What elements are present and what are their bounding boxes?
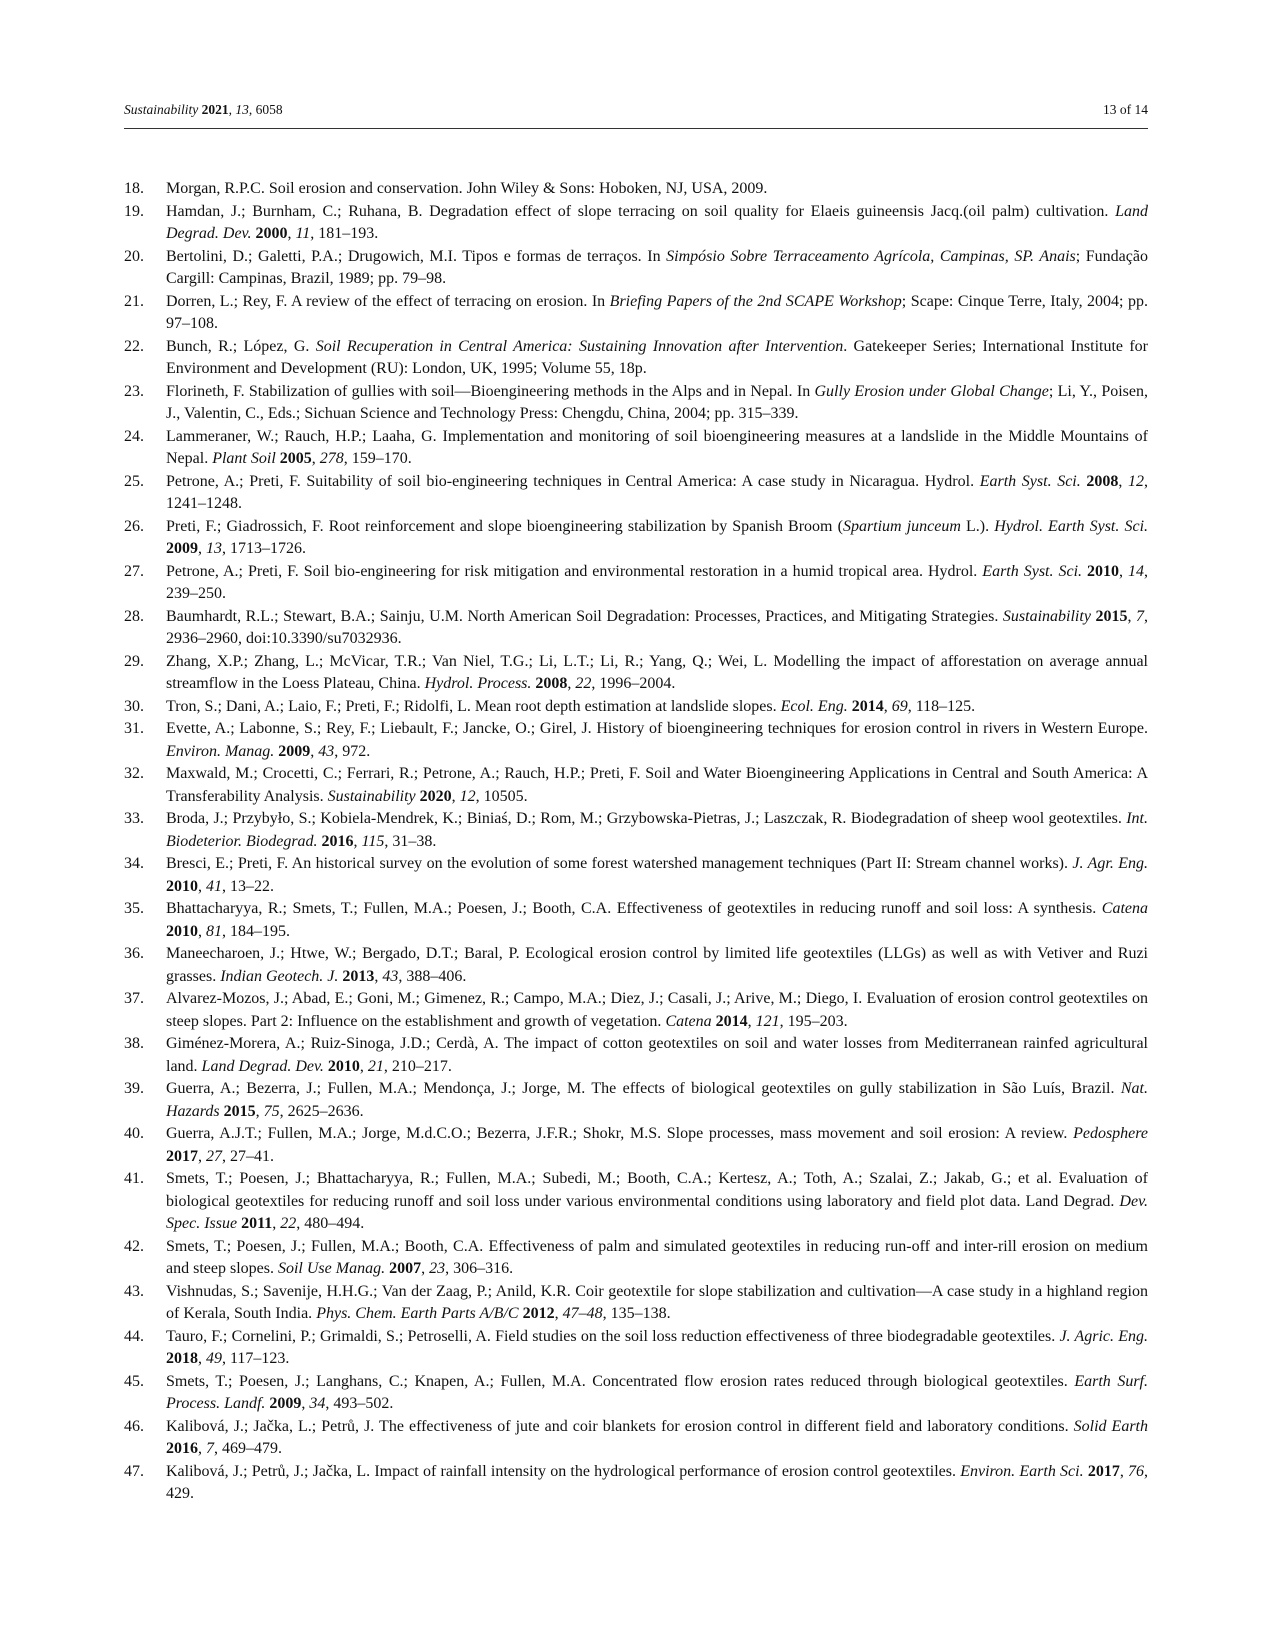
reference-plain-text: , 10505.	[475, 787, 528, 805]
reference-plain-text: Zhang, X.P.; Zhang, L.; McVicar, T.R.; Van Niel, T.G.; Li, L.T.; Li, R.; Yang, Q.; Wei, L. Modelling the impact of afforestation on average annual streamflow in the Loess Plateau, China.	[166, 652, 1148, 692]
reference-text	[166, 1078, 1148, 1123]
reference-bold-text: 2010	[166, 922, 198, 940]
reference-item	[124, 1168, 1148, 1236]
reference-item	[124, 763, 1148, 808]
reference-plain-text: , 388–406.	[398, 967, 467, 985]
reference-plain-text: Smets, T.; Poesen, J.; Bhattacharyya, R.; Fullen, M.A.; Subedi, M.; Booth, C.A.; Kertesz, A.; Toth, A.; Szalai, Z.; Jakab, G.; et al. Evaluation of biological geotextiles for reducing runoff and soil loss under various environmental conditions using laboratory and field plot data. Land Degrad.	[166, 1170, 1148, 1210]
reference-text	[166, 898, 1148, 943]
reference-number: 22.	[124, 337, 144, 355]
reference-plain-text: Baumhardt, R.L.; Stewart, B.A.; Sainju, U.M. North American Soil Degradation: Processes, Practices, and Mitigating Strategies.	[166, 607, 1003, 625]
reference-text	[166, 291, 1148, 336]
reference-italic-text: Catena	[665, 1012, 712, 1030]
reference-plain-text: Bunch, R.; López, G.	[166, 337, 316, 355]
reference-plain-text: Kalibová, J.; Petrů, J.; Jačka, L. Impact of rainfall intensity on the hydrological performance of erosion control geotextiles.	[166, 1462, 961, 1480]
reference-italic-text: 47–48	[562, 1305, 603, 1322]
reference-item	[124, 988, 1148, 1033]
reference-item	[124, 1033, 1148, 1078]
reference-plain-text: Morgan, R.P.C. Soil erosion and conservation. John Wiley & Sons: Hoboken, NJ, USA, 2009.	[166, 180, 768, 197]
reference-plain-text: , 429.	[166, 1462, 1149, 1502]
reference-plain-text: , 2936–2960, doi:10.3390/su7032936.	[166, 607, 1149, 647]
reference-italic-text: 69	[891, 697, 908, 715]
reference-number: 33.	[124, 810, 144, 827]
reference-bold-text: 2009	[269, 1395, 302, 1412]
reference-item	[124, 808, 1148, 853]
reference-number: 44.	[124, 1327, 144, 1345]
reference-plain-text: ,	[287, 225, 296, 242]
reference-italic-text: Pedosphere	[1073, 1125, 1148, 1142]
reference-italic-text: 43	[382, 967, 399, 985]
reference-text	[166, 516, 1148, 561]
reference-number: 42.	[124, 1237, 144, 1255]
reference-italic-text: Hydrol. Process.	[424, 675, 532, 692]
reference-bold-text: 2010	[1087, 562, 1120, 580]
reference-item	[124, 178, 1148, 201]
reference-item	[124, 696, 1148, 719]
reference-plain-text: ,	[374, 967, 383, 985]
reference-plain-text: ,	[198, 1440, 206, 1457]
reference-italic-text: Sustainability	[1002, 607, 1091, 625]
reference-plain-text: . Gatekeeper Series; International Institute for Environment and Development (RU): London, UK, 1995; Volume 55, 18p.	[166, 337, 1149, 377]
reference-plain-text: Florineth, F. Stabilization of gullies with soil—Bioengineering methods in the Alps and in Nepal. In	[166, 382, 815, 400]
reference-text	[166, 336, 1148, 381]
reference-plain-text: , 1996–2004.	[591, 675, 676, 692]
reference-italic-text: Ecol. Eng.	[780, 697, 848, 715]
reference-plain-text: , 1713–1726.	[222, 540, 306, 557]
reference-plain-text: , 1241–1248.	[166, 472, 1149, 512]
reference-italic-text: 11	[295, 225, 311, 242]
reference-italic-text: 34	[309, 1395, 326, 1412]
reference-italic-text: 75	[263, 1102, 280, 1120]
reference-italic-text: Solid Earth	[1073, 1417, 1149, 1435]
reference-item	[124, 1281, 1148, 1326]
reference-italic-text: 23	[429, 1260, 446, 1277]
reference-item	[124, 246, 1148, 291]
reference-item	[124, 336, 1148, 381]
reference-text	[166, 1281, 1148, 1326]
reference-number: 40.	[124, 1125, 144, 1142]
reference-bold-text: 2007	[389, 1260, 422, 1277]
reference-number: 29.	[124, 652, 144, 670]
reference-italic-text: 27	[206, 1147, 222, 1165]
reference-plain-text: Petrone, A.; Preti, F. Suitability of soil bio-engineering techniques in Central America: A case study in Nicaragua. Hydrol.	[166, 472, 980, 490]
reference-plain-text: Smets, T.; Poesen, J.; Fullen, M.A.; Booth, C.A. Effectiveness of palm and simulated geotextiles in reducing run-off and inter-rill erosion on medium and steep slopes.	[166, 1237, 1148, 1277]
reference-bold-text: 2016	[321, 832, 354, 850]
reference-plain-text: , 135–138.	[602, 1305, 671, 1322]
reference-plain-text: , 184–195.	[222, 922, 290, 940]
reference-number: 46.	[124, 1417, 144, 1435]
reference-number: 41.	[124, 1170, 144, 1187]
reference-item	[124, 1416, 1148, 1461]
reference-number: 30.	[124, 697, 144, 715]
reference-bold-text: 2015	[223, 1102, 256, 1120]
article-number: 6058	[255, 102, 283, 117]
reference-plain-text: L.).	[960, 517, 995, 535]
reference-plain-text: , 972.	[334, 742, 371, 760]
reference-italic-text: Int. Biodeterior. Biodegrad.	[166, 810, 1148, 850]
reference-italic-text: 21	[367, 1057, 384, 1075]
reference-plain-text: , 181–193.	[310, 225, 379, 242]
reference-text	[166, 561, 1148, 606]
reference-plain-text: , 2625–2636.	[279, 1102, 364, 1120]
reference-plain-text: , 13–22.	[222, 877, 274, 895]
reference-plain-text: ,	[353, 832, 362, 850]
reference-number: 43.	[124, 1282, 144, 1300]
reference-plain-text: ,	[255, 1102, 264, 1120]
reference-bold-text: 2020	[419, 787, 452, 805]
reference-italic-text: Land Degrad. Dev.	[166, 202, 1148, 242]
running-header	[124, 102, 1148, 129]
reference-italic-text: 12	[459, 787, 476, 805]
reference-item	[124, 561, 1148, 606]
reference-number: 37.	[124, 990, 144, 1007]
reference-plain-text: Bhattacharyya, R.; Smets, T.; Fullen, M.A.; Poesen, J.; Booth, C.A. Effectiveness of geotextiles in reducing runoff and soil loss: A synthesis.	[166, 900, 1102, 917]
reference-plain-text: ,	[311, 450, 320, 467]
reference-plain-text: Preti, F.; Giadrossich, F. Root reinforcement and slope bioengineering stabilization by Spanish Broom (	[166, 517, 843, 535]
reference-italic-text: 22	[280, 1215, 297, 1232]
reference-text	[166, 246, 1148, 291]
reference-item	[124, 898, 1148, 943]
reference-item	[124, 471, 1148, 516]
reference-plain-text: ,	[747, 1012, 756, 1030]
reference-text	[166, 201, 1148, 246]
reference-plain-text: Tron, S.; Dani, A.; Laio, F.; Preti, F.; Ridolfi, L. Mean root depth estimation at landslide slopes.	[166, 697, 781, 715]
page-number: 13 of 14	[1103, 102, 1148, 117]
reference-bold-text: 2017	[166, 1147, 198, 1165]
reference-plain-text: Hamdan, J.; Burnham, C.; Ruhana, B. Degradation effect of slope terracing on soil quality for Elaeis guineensis Jacq.(oil palm) cultivation.	[166, 202, 1116, 220]
reference-text	[166, 1371, 1148, 1416]
reference-plain-text: ,	[421, 1260, 430, 1277]
reference-plain-text: Dorren, L.; Rey, F. A review of the effect of terracing on erosion. In	[166, 292, 610, 310]
reference-bold-text: 2005	[279, 450, 312, 467]
reference-plain-text: Vishnudas, S.; Savenije, H.H.G.; Van der Zaag, P.; Anild, K.R. Coir geotextile for slope stabilization and cultivation—A case study in a highland region of Kerala, South India.	[166, 1282, 1148, 1322]
reference-plain-text: Smets, T.; Poesen, J.; Langhans, C.; Knapen, A.; Fullen, M.A. Concentrated flow erosion rates reduced through biological geotextiles.	[166, 1372, 1075, 1390]
reference-plain-text: Evette, A.; Labonne, S.; Rey, F.; Liebault, F.; Jancke, O.; Girel, J. History of bioengineering techniques for erosion control in rivers in Western Europe.	[166, 720, 1148, 737]
reference-plain-text: , 159–170.	[343, 450, 412, 467]
reference-italic-text: Earth Surf. Process. Landf.	[166, 1372, 1148, 1412]
reference-plain-text: Petrone, A.; Preti, F. Soil bio-engineering for risk mitigation and environmental restoration in a humid tropical area. Hydrol.	[166, 562, 983, 580]
reference-plain-text: ,	[301, 1395, 310, 1412]
reference-text	[166, 718, 1148, 763]
reference-bold-text: 2013	[342, 967, 375, 985]
reference-number: 20.	[124, 247, 144, 265]
journal-volume: 13	[235, 102, 249, 117]
reference-plain-text: ,	[554, 1305, 563, 1322]
reference-bold-text: 2015	[1095, 607, 1128, 625]
reference-plain-text: , 306–316.	[445, 1260, 514, 1277]
reference-bold-text: 2008	[535, 675, 568, 692]
reference-italic-text: Earth Syst. Sci.	[979, 472, 1081, 490]
reference-italic-text: J. Agric. Eng.	[1059, 1327, 1148, 1345]
reference-italic-text: Nat. Hazards	[166, 1080, 1148, 1120]
reference-number: 38.	[124, 1035, 144, 1052]
reference-italic-text: Gully Erosion under Global Change	[814, 382, 1049, 400]
reference-italic-text: Hydrol. Earth Syst. Sci.	[994, 517, 1149, 535]
reference-plain-text: ,	[310, 742, 319, 760]
reference-plain-text: Giménez-Morera, A.; Ruiz-Sinoga, J.D.; Cerdà, A. The impact of cotton geotextiles on soil and water losses from Mediterranean rainfed agricultural land.	[166, 1035, 1148, 1075]
reference-text	[166, 1123, 1148, 1168]
reference-bold-text: 2016	[166, 1440, 198, 1457]
reference-list	[124, 178, 1148, 1506]
reference-text	[166, 1168, 1148, 1236]
reference-italic-text: 13	[206, 540, 222, 557]
reference-italic-text: Phys. Chem. Earth Parts A/B/C	[316, 1305, 519, 1322]
reference-plain-text: ,	[1119, 1462, 1129, 1480]
reference-italic-text: 12	[1128, 472, 1145, 490]
reference-italic-text: Soil Recuperation in Central America: Sustaining Innovation after Intervention	[315, 337, 844, 355]
reference-item	[124, 606, 1148, 651]
reference-number: 32.	[124, 765, 144, 782]
reference-number: 27.	[124, 562, 144, 580]
reference-number: 39.	[124, 1080, 144, 1097]
reference-number: 26.	[124, 517, 144, 535]
reference-plain-text: Maxwald, M.; Crocetti, C.; Ferrari, R.; Petrone, A.; Rauch, H.P.; Preti, F. Soil and Water Bioengineering Applications in Central and South America: A Transferability Analysis.	[166, 765, 1148, 805]
reference-plain-text: Bresci, E.; Preti, F. An historical survey on the evolution of some forest watershed management techniques (Part II: Stream channel works).	[166, 855, 1073, 872]
reference-text	[166, 381, 1148, 426]
reference-italic-text: 49	[206, 1350, 222, 1367]
reference-plain-text: ,	[567, 675, 576, 692]
reference-italic-text: 14	[1128, 562, 1145, 580]
reference-italic-text: Simpósio Sobre Terraceamento Agrícola, Campinas, SP. Anais	[666, 247, 1076, 265]
reference-plain-text: ,	[272, 1215, 281, 1232]
reference-text	[166, 606, 1148, 651]
reference-number: 19.	[124, 202, 144, 220]
reference-plain-text: ,	[198, 1147, 206, 1165]
reference-plain-text: , 493–502.	[325, 1395, 394, 1412]
reference-item	[124, 1326, 1148, 1371]
reference-text	[166, 808, 1148, 853]
reference-plain-text: , 239–250.	[166, 562, 1149, 602]
reference-item	[124, 426, 1148, 471]
reference-italic-text: 76	[1128, 1462, 1145, 1480]
reference-italic-text: Dev. Spec. Issue	[166, 1192, 1148, 1232]
reference-italic-text: 121	[755, 1012, 780, 1030]
reference-italic-text: Spartium junceum	[842, 517, 961, 535]
journal-name: Sustainability	[124, 102, 199, 117]
reference-italic-text: 22	[575, 675, 592, 692]
reference-plain-text: ,	[198, 1350, 206, 1367]
reference-italic-text: 278	[319, 450, 344, 467]
journal-year: 2021	[201, 102, 229, 117]
reference-italic-text: 43	[318, 742, 335, 760]
reference-plain-text: Bertolini, D.; Galetti, P.A.; Drugowich, M.I. Tipos e formas de terraços. In	[166, 247, 667, 265]
reference-italic-text: Soil Use Manag.	[277, 1260, 386, 1277]
reference-text	[166, 763, 1148, 808]
reference-plain-text: Lammeraner, W.; Rauch, H.P.; Laaha, G. Implementation and monitoring of soil bioengineering measures at a landslide in the Middle Mountains of Nepal.	[166, 427, 1148, 467]
reference-number: 31.	[124, 720, 144, 737]
reference-plain-text: Broda, J.; Przybyło, S.; Kobiela-Mendrek, K.; Biniaś, D.; Rom, M.; Grzybowska-Pietras, J.; Laszczak, R. Biodegradation of sheep wool geotextiles.	[166, 810, 1127, 827]
reference-text	[166, 853, 1148, 898]
reference-bold-text: 2011	[241, 1215, 273, 1232]
reference-item	[124, 1078, 1148, 1123]
reference-number: 47.	[124, 1462, 144, 1480]
reference-plain-text: ; Scape: Cinque Terre, Italy, 2004; pp. 97–108.	[166, 292, 1148, 332]
reference-italic-text: Land Degrad. Dev.	[201, 1057, 324, 1075]
reference-plain-text: ,	[198, 540, 206, 557]
reference-plain-text: , 195–203.	[779, 1012, 848, 1030]
reference-plain-text: ,	[1119, 562, 1129, 580]
reference-text	[166, 1461, 1148, 1506]
reference-text	[166, 178, 1148, 201]
reference-italic-text: Environ. Earth Sci.	[960, 1462, 1084, 1480]
reference-number: 25.	[124, 472, 144, 490]
reference-item	[124, 291, 1148, 336]
reference-item	[124, 201, 1148, 246]
reference-number: 36.	[124, 945, 144, 962]
reference-plain-text: Tauro, F.; Cornelini, P.; Grimaldi, S.; Petroselli, A. Field studies on the soil loss reduction effectiveness of three biodegradable geotextiles.	[166, 1327, 1060, 1345]
reference-italic-text: 7	[1136, 607, 1145, 625]
reference-plain-text: Kalibová, J.; Jačka, L.; Petrů, J. The effectiveness of jute and coir blankets for erosion control in different field and laboratory conditions.	[166, 1417, 1074, 1435]
reference-number: 24.	[124, 427, 144, 445]
reference-item	[124, 718, 1148, 763]
reference-italic-text: 115	[361, 832, 385, 850]
reference-italic-text: Plant Soil	[212, 450, 276, 467]
reference-number: 23.	[124, 382, 144, 400]
reference-bold-text: 2000	[255, 225, 288, 242]
reference-plain-text: ,	[359, 1057, 368, 1075]
reference-text	[166, 426, 1148, 471]
reference-item	[124, 1123, 1148, 1168]
reference-bold-text: 2008	[1086, 472, 1119, 490]
reference-item	[124, 1461, 1148, 1506]
reference-bold-text: 2014	[851, 697, 884, 715]
reference-text	[166, 988, 1148, 1033]
reference-plain-text: Guerra, A.; Bezerra, J.; Fullen, M.A.; Mendonça, J.; Jorge, M. The effects of biological geotextiles on gully stabilization in São Luís, Brazil.	[166, 1080, 1121, 1097]
reference-text	[166, 471, 1148, 516]
reference-italic-text: 7	[206, 1440, 214, 1457]
reference-plain-text: , 210–217.	[383, 1057, 452, 1075]
reference-plain-text: ; Fundação Cargill: Campinas, Brazil, 1989; pp. 79–98.	[166, 247, 1148, 287]
reference-plain-text: , 117–123.	[222, 1350, 290, 1367]
reference-item	[124, 651, 1148, 696]
reference-italic-text: Indian Geotech. J.	[220, 967, 339, 985]
reference-number: 28.	[124, 607, 144, 625]
reference-number: 18.	[124, 180, 144, 197]
reference-plain-text: ,	[451, 787, 460, 805]
reference-bold-text: 2017	[1087, 1462, 1120, 1480]
reference-bold-text: 2018	[166, 1350, 198, 1367]
reference-item	[124, 381, 1148, 426]
reference-text	[166, 1236, 1148, 1281]
reference-text	[166, 1416, 1148, 1461]
reference-italic-text: Environ. Manag.	[166, 742, 275, 760]
reference-plain-text: Guerra, A.J.T.; Fullen, M.A.; Jorge, M.d.C.O.; Bezerra, J.F.R.; Shokr, M.S. Slope processes, mass movement and soil erosion: A review.	[166, 1125, 1074, 1142]
reference-bold-text: 2014	[715, 1012, 748, 1030]
reference-plain-text: ,	[1127, 607, 1137, 625]
reference-item	[124, 516, 1148, 561]
reference-italic-text: Sustainability	[327, 787, 416, 805]
reference-plain-text: ; Li, Y., Poisen, J., Valentin, C., Eds.; Sichuan Science and Technology Press: Chengdu, China, 2004; pp. 315–339.	[166, 382, 1149, 422]
reference-italic-text: 41	[206, 877, 222, 895]
reference-plain-text: ,	[883, 697, 892, 715]
reference-number: 35.	[124, 900, 144, 917]
reference-bold-text: 2010	[327, 1057, 360, 1075]
reference-italic-text: 81	[206, 922, 222, 940]
reference-item	[124, 943, 1148, 988]
reference-bold-text: 2012	[522, 1305, 555, 1322]
reference-item	[124, 1236, 1148, 1281]
reference-plain-text: ,	[198, 922, 206, 940]
reference-italic-text: Catena	[1101, 900, 1148, 917]
reference-plain-text: ,	[1118, 472, 1129, 490]
reference-bold-text: 2009	[278, 742, 311, 760]
reference-plain-text: , 480–494.	[296, 1215, 365, 1232]
reference-plain-text: Alvarez-Mozos, J.; Abad, E.; Goni, M.; Gimenez, R.; Campo, M.A.; Diez, J.; Casali, J.; Arive, M.; Diego, I. Evaluation of erosion control geotextiles on steep slopes. Part 2: Influence on the establishment and growth of vegetation.	[166, 990, 1148, 1030]
reference-italic-text: Briefing Papers of the 2nd SCAPE Workshop	[609, 292, 902, 310]
journal-citation: Sustainability 2021, 13, 6058	[124, 102, 283, 117]
reference-italic-text: J. Agr. Eng.	[1072, 855, 1149, 872]
reference-number: 34.	[124, 855, 144, 872]
reference-plain-text: Maneecharoen, J.; Htwe, W.; Bergado, D.T.; Baral, P. Ecological erosion control by limited life geotextiles (LLGs) as well as with Vetiver and Ruzi grasses.	[166, 945, 1148, 985]
reference-plain-text: , 469–479.	[214, 1440, 282, 1457]
reference-bold-text: 2009	[166, 540, 198, 557]
reference-italic-text: Earth Syst. Sci.	[982, 562, 1083, 580]
reference-text	[166, 696, 1148, 719]
reference-text	[166, 1033, 1148, 1078]
reference-item	[124, 853, 1148, 898]
reference-plain-text: , 31–38.	[384, 832, 437, 850]
reference-bold-text: 2010	[166, 877, 198, 895]
reference-plain-text: ,	[198, 877, 206, 895]
reference-text	[166, 1326, 1148, 1371]
reference-number: 21.	[124, 292, 144, 310]
reference-plain-text: , 27–41.	[222, 1147, 274, 1165]
reference-number: 45.	[124, 1372, 144, 1390]
reference-text	[166, 651, 1148, 696]
reference-plain-text: , 118–125.	[907, 697, 976, 715]
reference-text	[166, 943, 1148, 988]
reference-item	[124, 1371, 1148, 1416]
